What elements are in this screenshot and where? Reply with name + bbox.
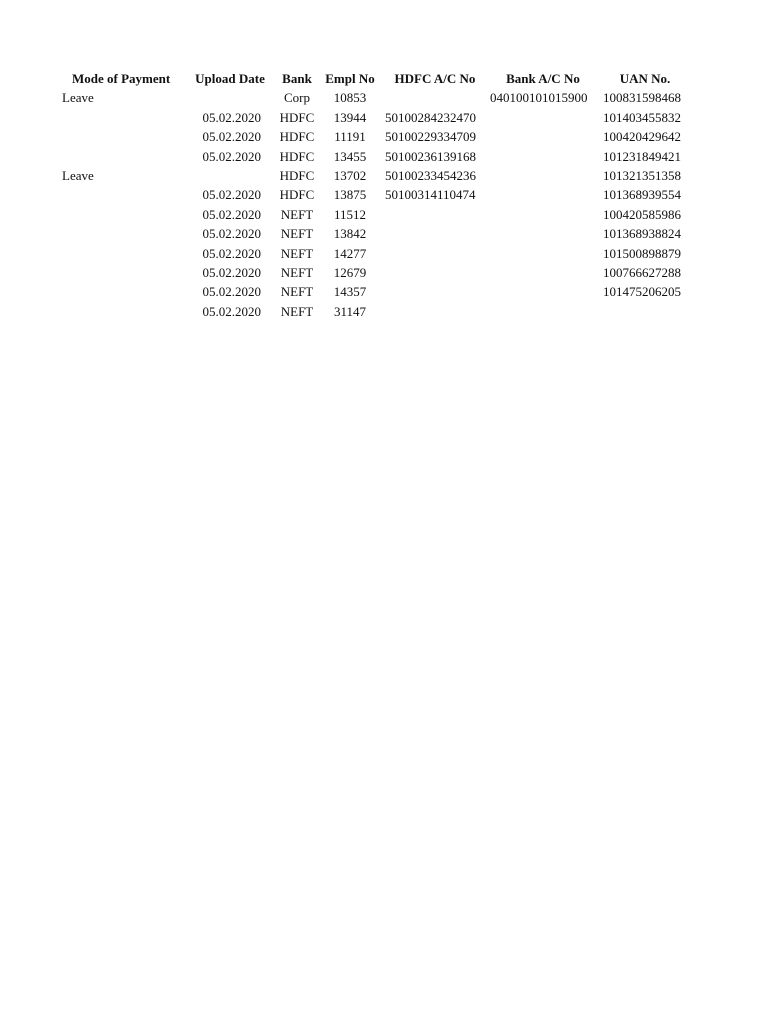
cell-upload-date: 05.02.2020	[202, 109, 261, 125]
cell-uan-no: 100420585986	[603, 206, 681, 222]
table-row	[62, 282, 702, 301]
table-row	[62, 127, 702, 146]
table-body	[62, 88, 702, 321]
cell-empl-no: 31147	[333, 303, 367, 319]
cell-upload-date: 05.02.2020	[202, 284, 261, 300]
cell-empl-no: 11191	[334, 129, 366, 145]
table-row	[62, 224, 702, 243]
cell-bank: NEFT	[280, 284, 314, 300]
header-bank: Bank	[282, 71, 312, 86]
payment-table	[62, 69, 702, 321]
cell-bank: HDFC	[279, 187, 315, 203]
header-mode-of-payment: Mode of Payment	[72, 71, 171, 86]
cell-uan-no: 101368939554	[603, 187, 681, 203]
table-row	[62, 88, 702, 107]
table-row	[62, 205, 702, 224]
table-row	[62, 244, 702, 263]
table-row	[62, 108, 702, 127]
header-bank-ac-no: Bank A/C No	[506, 71, 580, 86]
cell-uan-no: 101500898879	[603, 245, 681, 261]
cell-uan-no: 101368938824	[603, 226, 681, 242]
cell-empl-no: 13842	[333, 226, 367, 242]
table-row	[62, 185, 702, 204]
cell-upload-date: 05.02.2020	[202, 129, 261, 145]
cell-uan-no: 101231849421	[603, 148, 681, 164]
cell-uan-no: 100831598468	[603, 90, 681, 106]
table-row	[62, 302, 702, 321]
cell-bank-ac-no: 040100101015900	[490, 90, 588, 106]
cell-bank: HDFC	[279, 167, 315, 183]
cell-bank: NEFT	[280, 226, 314, 242]
cell-uan-no: 100766627288	[603, 264, 681, 280]
cell-empl-no: 13455	[333, 148, 367, 164]
header-hdfc-ac-no: HDFC A/C No	[394, 71, 476, 86]
cell-upload-date: 05.02.2020	[202, 264, 261, 280]
table-header-row	[62, 69, 702, 88]
cell-uan-no: 100420429642	[603, 129, 681, 145]
cell-bank: Corp	[284, 90, 310, 106]
header-empl-no: Empl No	[325, 71, 375, 86]
cell-hdfc-ac-no: 50100314110474	[385, 187, 476, 203]
cell-bank: HDFC	[279, 148, 315, 164]
cell-upload-date: 05.02.2020	[202, 148, 261, 164]
cell-hdfc-ac-no: 50100233454236	[385, 167, 476, 183]
cell-empl-no: 13875	[333, 187, 367, 203]
cell-empl-no: 14357	[333, 284, 367, 300]
table-row	[62, 166, 702, 185]
header-upload-date: Upload Date	[195, 71, 265, 86]
cell-hdfc-ac-no: 50100284232470	[385, 109, 476, 125]
cell-upload-date: 05.02.2020	[202, 206, 261, 222]
cell-bank: NEFT	[280, 303, 314, 319]
cell-bank: HDFC	[279, 129, 315, 145]
cell-bank: NEFT	[280, 264, 314, 280]
cell-bank: HDFC	[279, 109, 315, 125]
cell-upload-date: 05.02.2020	[202, 226, 261, 242]
table-row	[62, 263, 702, 282]
header-uan-no: UAN No.	[619, 71, 671, 86]
cell-uan-no: 101321351358	[603, 167, 681, 183]
cell-upload-date: 05.02.2020	[202, 303, 261, 319]
cell-bank: NEFT	[280, 206, 314, 222]
cell-upload-date: 05.02.2020	[202, 187, 261, 203]
cell-bank: NEFT	[280, 245, 314, 261]
cell-hdfc-ac-no: 50100229334709	[385, 129, 476, 145]
cell-empl-no: 10853	[333, 90, 367, 106]
cell-empl-no: 13944	[333, 109, 367, 125]
cell-mode-of-payment: Leave	[62, 167, 94, 183]
cell-empl-no: 13702	[333, 167, 367, 183]
cell-empl-no: 12679	[333, 264, 367, 280]
cell-uan-no: 101475206205	[603, 284, 681, 300]
table-row	[62, 147, 702, 166]
cell-empl-no: 14277	[333, 245, 367, 261]
cell-hdfc-ac-no: 50100236139168	[385, 148, 476, 164]
cell-mode-of-payment: Leave	[62, 90, 94, 106]
cell-upload-date: 05.02.2020	[202, 245, 261, 261]
cell-empl-no: 11512	[333, 206, 367, 222]
cell-uan-no: 101403455832	[603, 109, 681, 125]
